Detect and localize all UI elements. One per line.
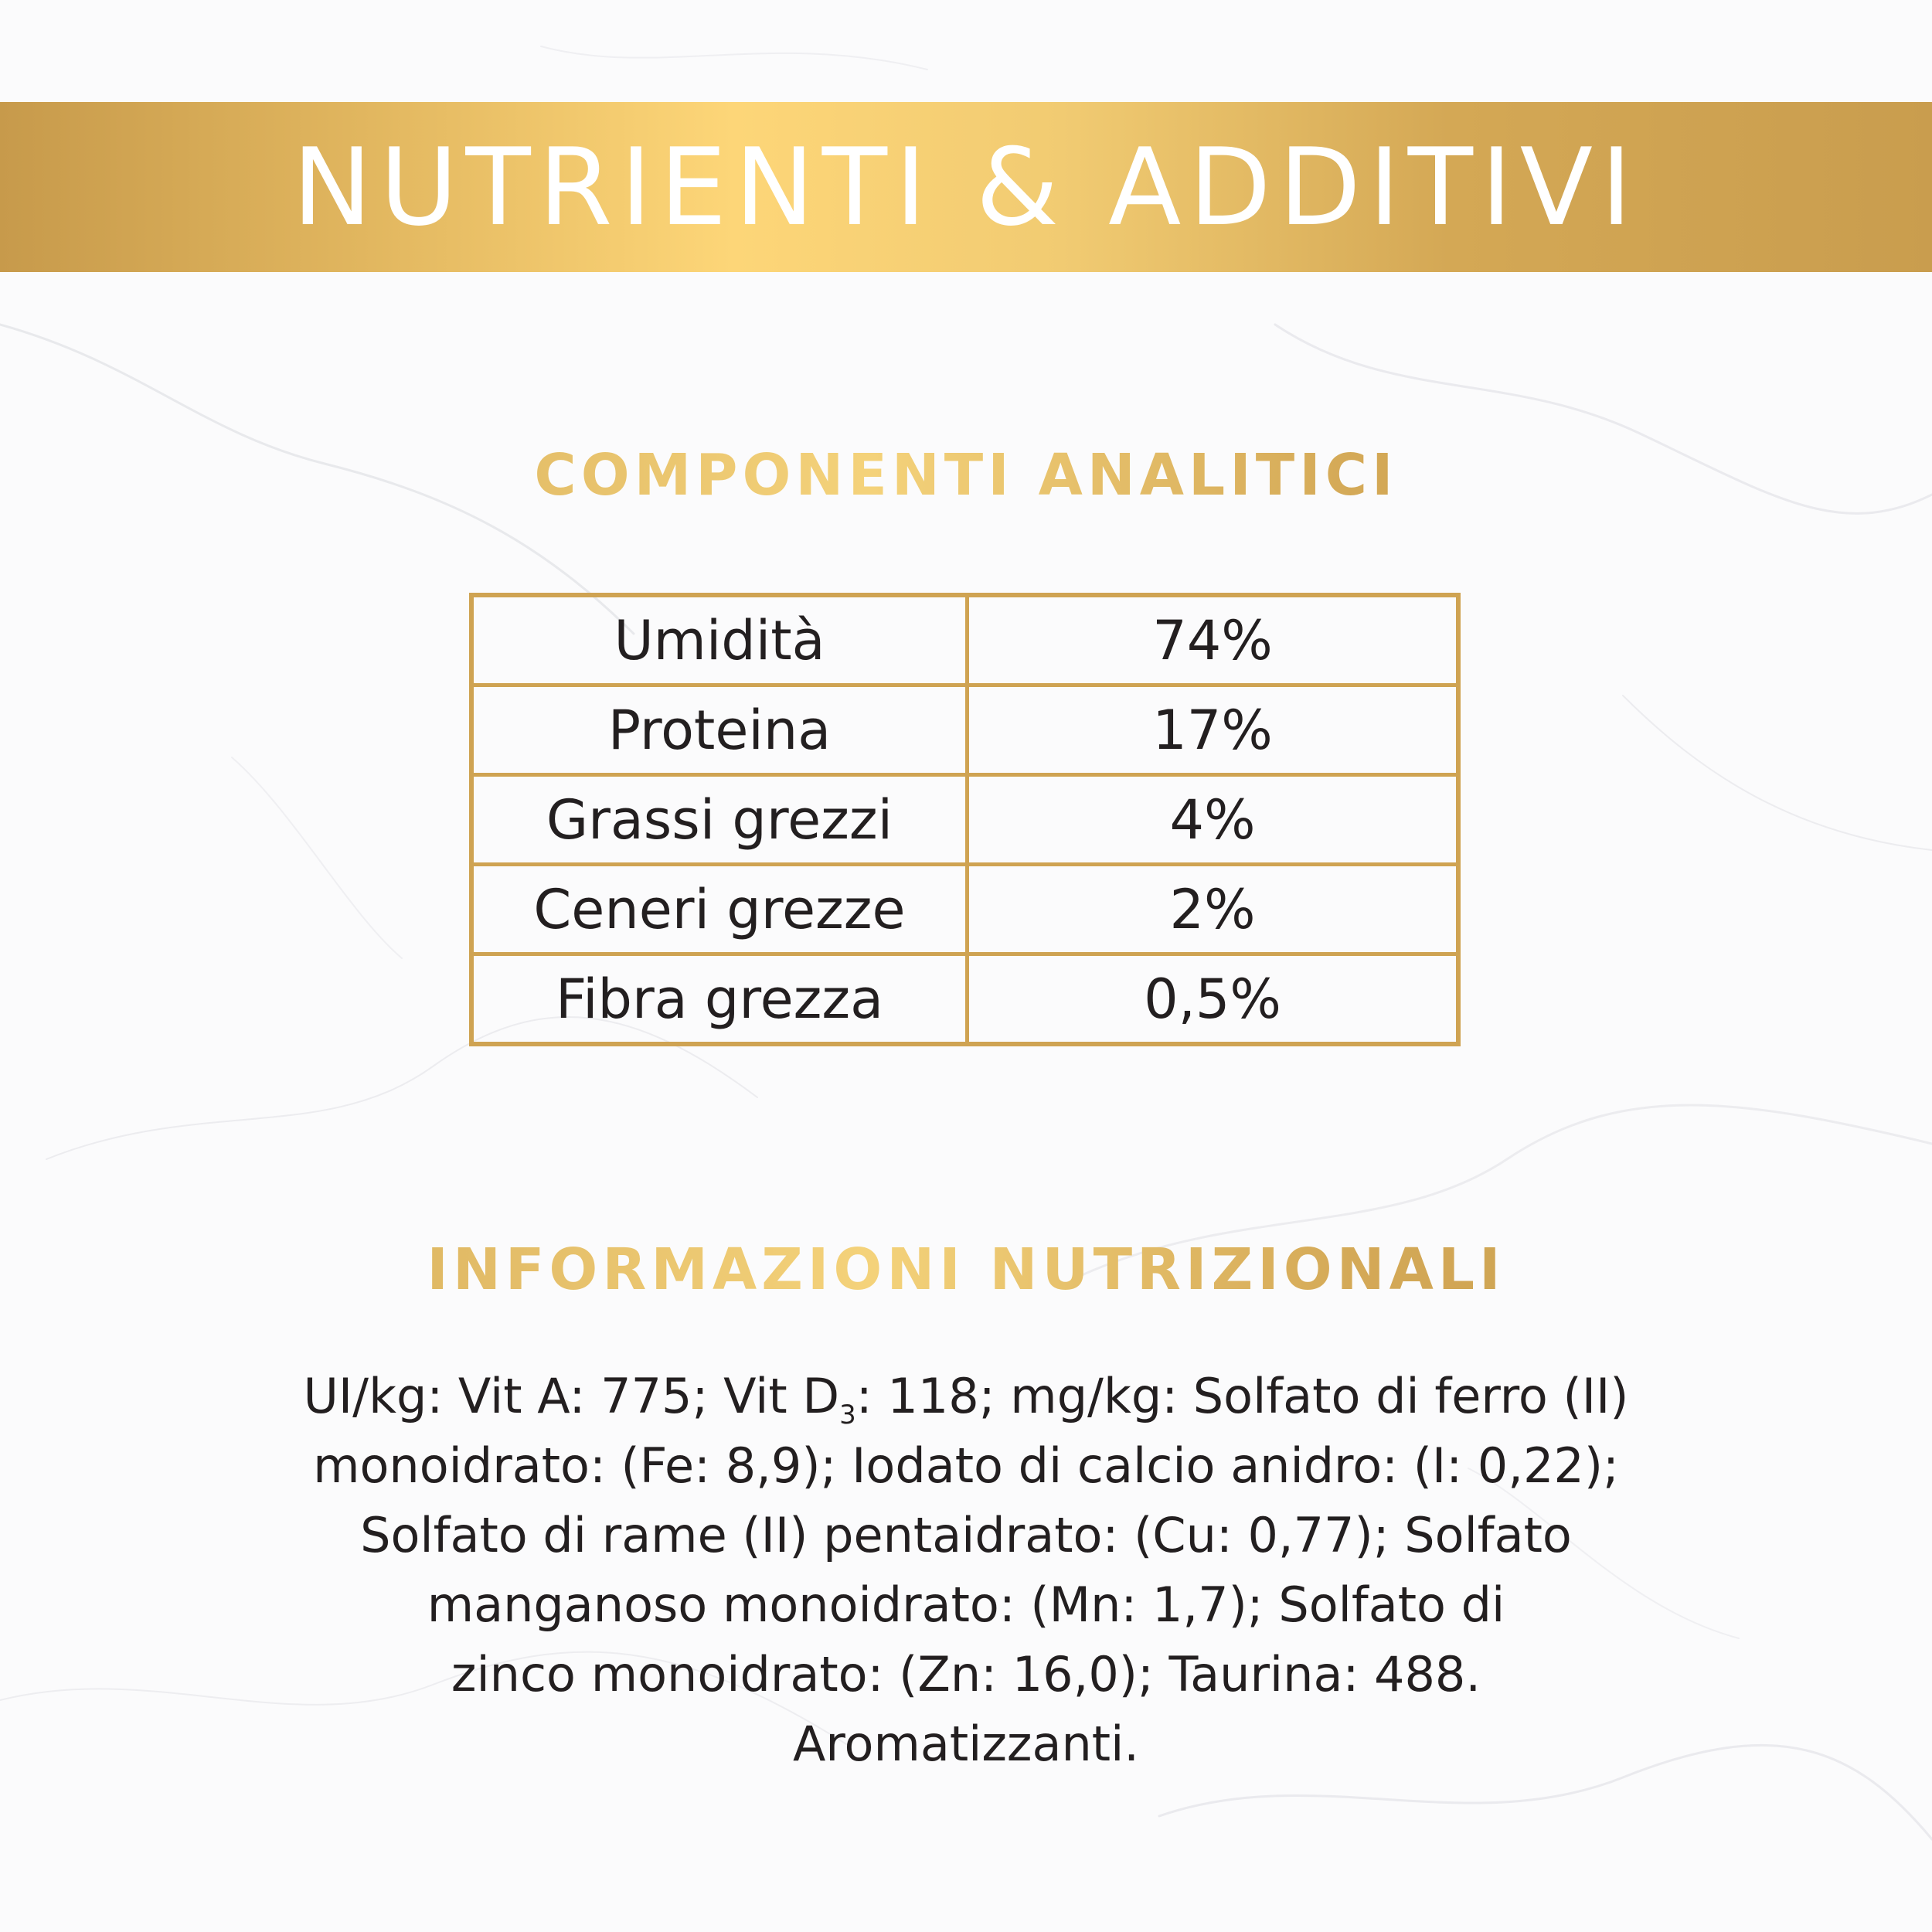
nutrition-line-1-start: UI/kg: Vit A: 775; Vit D [303,1368,840,1424]
analytic-components-table [469,593,1461,1046]
nutrition-info-text [155,1362,1777,1779]
table-row-label: Ceneri grezze [471,865,968,954]
nutrition-line-3: Solfato di rame (II) pentaidrato: (Cu: 0,77); Solfato [360,1507,1572,1563]
title-banner [0,102,1932,272]
table-row-label: Proteina [471,685,968,775]
table-row [471,865,1458,954]
table-row-label: Fibra grezza [471,954,968,1045]
table-row [471,595,1458,685]
nutrition-line-1 [155,1362,1777,1431]
vitamin-d-subscript: 3 [839,1400,856,1430]
table-row-label: Grassi grezzi [471,775,968,865]
table-row-value: 74% [968,595,1459,685]
nutrition-line-5: zinco monoidrato: (Zn: 16,0); Taurina: 488. [451,1646,1481,1702]
table-row-value: 4% [968,775,1459,865]
table-row-label: Umidità [471,595,968,685]
table-row [471,775,1458,865]
nutrition-line-2: monoidrato: (Fe: 8,9); Iodato di calcio anidro: (I: 0,22); [313,1437,1619,1494]
nutrition-line-1-end: : 118; mg/kg: Solfato di ferro (II) [855,1368,1629,1424]
nutrition-info-heading: INFORMAZIONI NUTRIZIONALI [0,1236,1932,1303]
nutrition-line-6: Aromatizzanti. [792,1716,1140,1772]
table-row-value: 0,5% [968,954,1459,1045]
table-row [471,954,1458,1045]
nutrition-line-4: manganoso monoidrato: (Mn: 1,7); Solfato di [427,1577,1505,1633]
banner-title: NUTRIENTI & ADDITIVI [292,124,1640,250]
table-row [471,685,1458,775]
table-row-value: 17% [968,685,1459,775]
analytic-components-heading: COMPONENTI ANALITICI [0,442,1932,509]
table-row-value: 2% [968,865,1459,954]
